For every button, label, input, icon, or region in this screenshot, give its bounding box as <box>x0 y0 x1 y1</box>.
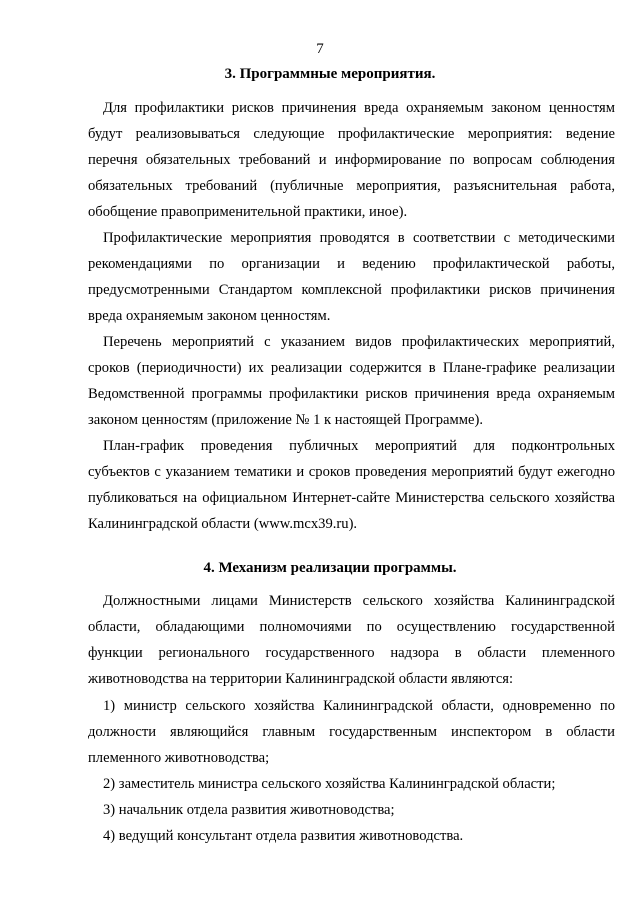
section-3-paragraph-2: Профилактические мероприятия проводятся в соответствии с методическими рекомендациями по организации и ведению профилактической работы, предусмотренными Стандартом комплексной профилактики рисков причинения вреда охраняемым законом ценностям. <box>88 230 615 324</box>
section-3-title: 3. Программные мероприятия. <box>224 66 436 82</box>
section-3-paragraph-1: Для профилактики рисков причинения вреда охраняемым законом ценностям будут реализовываться следующие профилактические мероприятия: ведение перечня обязательных требований и информирование по вопросам соблюдения обязательных требований (публичные мероприятия, разъяснительная работа, обобщение правоприменительной практики, иное). <box>88 100 615 220</box>
list-item-3: 3) начальник отдела развития животноводства; <box>103 802 395 818</box>
section-3-paragraph-4: План-график проведения публичных мероприятий для подконтрольных субъектов с указанием тематики и сроков проведения мероприятий будут ежегодно публиковаться на официальном Интернет-сайте Министерства сельского хозяйства Калининградской области (www.mcx39.ru). <box>88 438 615 532</box>
list-item-2: 2) заместитель министра сельского хозяйства Калининградской области; <box>103 776 556 792</box>
section-3-paragraph-3: Перечень мероприятий с указанием видов профилактических мероприятий, сроков (периодичности) их реализации содержится в Плане-графике реализации Ведомственной программы профилактики рисков причинения вреда охраняемым законом ценностям (приложение № 1 к настоящей Программе). <box>88 334 615 428</box>
page-number: 7 <box>316 41 324 57</box>
list-item-1: 1) министр сельского хозяйства Калининградской области, одновременно по должности являющийся главным государственным инспектором в области племенного животноводства; <box>88 698 615 766</box>
list-item-4: 4) ведущий консультант отдела развития животноводства. <box>103 828 464 844</box>
section-4-title: 4. Механизм реализации программы. <box>203 560 457 576</box>
section-4-intro: Должностными лицами Министерств сельского хозяйства Калининградской области, обладающими полномочиями по осуществлению государственной функции регионального государственного надзора в области племенного животноводства на территории Калининградской области являются: <box>88 593 615 687</box>
